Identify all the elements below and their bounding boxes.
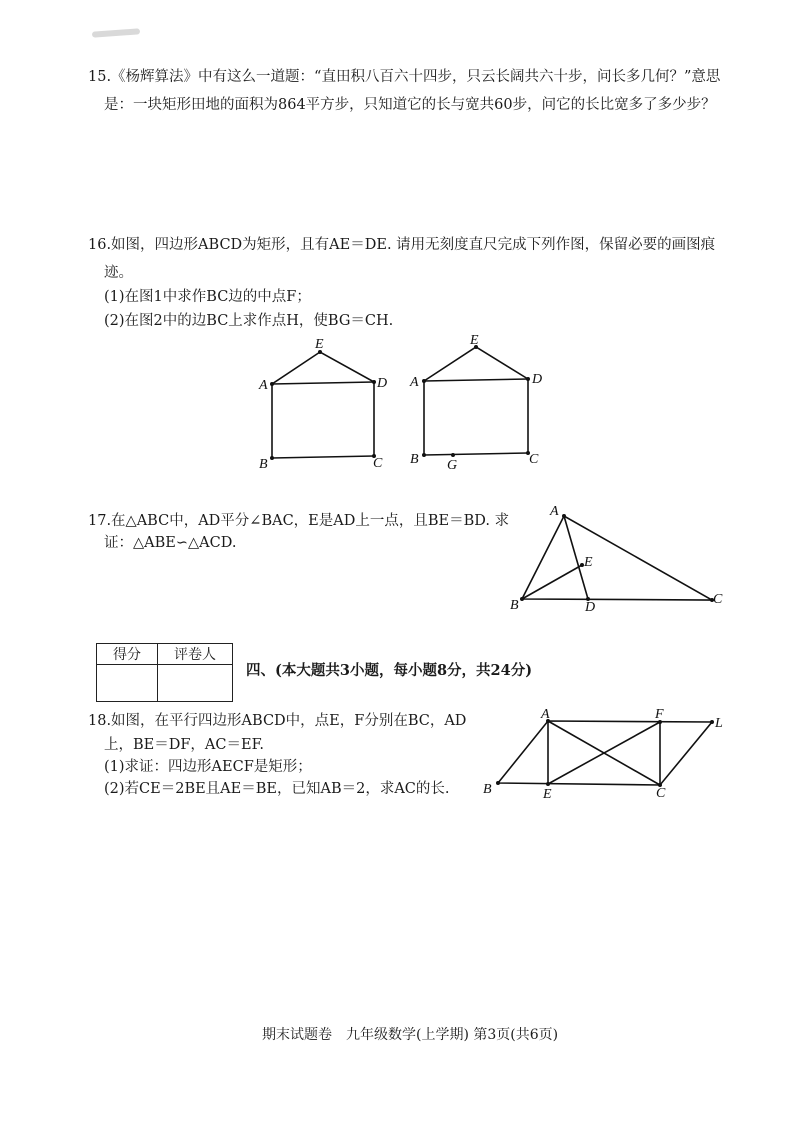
- fig2-label-D: D: [532, 372, 543, 387]
- fig1-label-A: A: [259, 378, 268, 393]
- q16-part1: (1)在图1中求作BC边的中点F；: [104, 289, 311, 305]
- fig1-label-D: D: [377, 376, 388, 391]
- fig2-label-C: C: [529, 452, 539, 467]
- q18-label-A: A: [541, 707, 550, 722]
- q17-line1: 17.在△ABC中，AD平分∠BAC，E是AD上一点，且BE＝BD. 求: [88, 513, 510, 529]
- fig1-label-E: E: [315, 337, 324, 352]
- q18-part2: (2)若CE＝2BE且AE＝BE，已知AB＝2，求AC的长.: [104, 781, 450, 797]
- grader-header: 评卷人: [158, 644, 233, 665]
- q15-line1: 15.《杨辉算法》中有这么一道题：“直田积八百六十四步，只云长阔共六十步，问长多几何？”意思: [88, 69, 721, 85]
- fig2-label-B: B: [410, 452, 419, 467]
- fig1-label-C: C: [373, 456, 383, 471]
- q15-line2: 是：一块矩形田地的面积为864平方步，只知道它的长与宽共60步，问它的长比宽多了多少步？: [104, 97, 716, 113]
- q17-label-B: B: [510, 598, 519, 613]
- section-4-heading: 四、(本大题共3小题，每小题8分，共24分): [246, 662, 533, 679]
- fig2-label-A: A: [410, 375, 419, 390]
- q18-label-B: B: [483, 782, 492, 797]
- q18-line2: 上，BE＝DF，AC＝EF.: [104, 737, 264, 753]
- q18-label-C: C: [656, 786, 666, 801]
- q16-line1: 16.如图，四边形ABCD为矩形，且有AE＝DE. 请用无刻度直尺完成下列作图，保留必要的画图痕: [88, 237, 716, 253]
- page-footer: 期末试题卷 九年级数学(上学期) 第3页(共6页): [262, 1027, 559, 1043]
- score-header: 得分: [97, 644, 158, 665]
- q17-label-D: D: [585, 600, 596, 615]
- q18-part1: (1)求证：四边形AECF是矩形；: [104, 759, 312, 775]
- fig2-label-E: E: [470, 333, 479, 348]
- q18-label-E: E: [543, 787, 552, 802]
- q16-part2: (2)在图2中的边BC上求作点H，使BG＝CH.: [104, 313, 394, 329]
- fig2-label-G: G: [447, 458, 458, 473]
- q17-label-A: A: [550, 504, 559, 519]
- q16-line2: 迹。: [104, 265, 133, 281]
- q17-label-C: C: [713, 592, 723, 607]
- q17-line2: 证：△ABE∽△ACD.: [104, 535, 237, 551]
- q17-label-E: E: [584, 555, 593, 570]
- fig1-label-B: B: [259, 457, 268, 472]
- q18-line1: 18.如图，在平行四边形ABCD中，点E，F分别在BC，AD: [88, 713, 467, 729]
- q18-label-F: F: [655, 707, 664, 722]
- q18-label-L: L: [715, 716, 723, 731]
